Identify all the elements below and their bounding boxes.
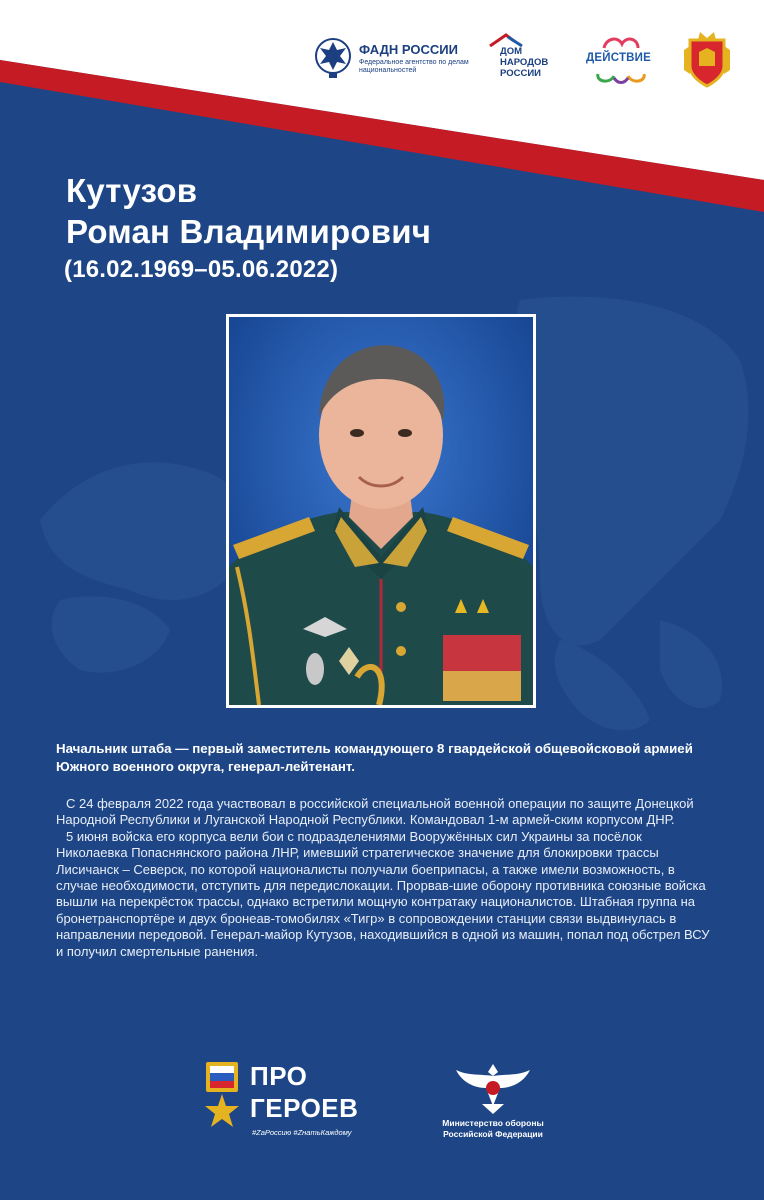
- bio-paragraph: 5 июня войска его корпуса вели бои с подразделениями Вооружённых сил Украины за посёлок Николаевка Попаснянского района ЛНР, имевший стратегическое значение для блокировки трассы Лисичанск – Северск, по которой националисты получали боеприпасы, а также имели возможность, в случае необходимости, отступить для передислокации. Прорвав-шие оборону противника союзные войска вышли на перекрёсток трассы, однако встретили мощную контратаку националистов. Штабная группа на бронетранспортёре и двух бронеав-томобилях «Тигр» в сопровождении станции связи выдвинулась в направлении передовой. Генерал-майор Кутузов, находившийся в одной из машин, попал под обстрел ВСУ и получил смертельные ранения.: [56, 828, 710, 959]
- roof-icon: [488, 33, 528, 47]
- hero-portrait: [226, 314, 536, 708]
- hashtags: #ZaРоссию #ZнатьКаждому: [252, 1128, 352, 1137]
- bio-paragraph: С 24 февраля 2022 года участвовал в российской специальной военной операции по защите Донецкой Народной Республики и Луганской Народной Республики. Командовал 1-м армей-ским корпусом ДНР.: [56, 796, 694, 828]
- fadn-title: ФАДН РОССИИ: [359, 42, 458, 57]
- portrait-illustration: [229, 317, 533, 705]
- pro-geroev-text: [250, 1060, 358, 1124]
- fadn-subtitle: Федеральное агентство по делам национальностей: [359, 59, 469, 74]
- hero-name: [66, 170, 431, 252]
- dom-narodov-logo: [488, 33, 568, 89]
- hero-biography: [56, 796, 711, 960]
- deistvie-logo: [584, 34, 660, 86]
- hero-dates: (16.02.1969–05.06.2022): [64, 256, 339, 283]
- coat-of-arms-icon: [680, 30, 734, 88]
- ministry-of-defence-logo: [432, 1060, 562, 1150]
- eagle-emblem-icon: [313, 36, 353, 80]
- ministry-emblem-icon: [432, 1060, 554, 1116]
- hero-position: Начальник штаба — первый заместитель командующего 8 гвардейской общевойсковой армией Южного военного округа, генерал-лейтенант.: [56, 741, 693, 774]
- hero-star-medal-icon: [200, 1058, 244, 1144]
- hero-given-names: Роман Владимирович: [66, 213, 432, 250]
- pro-geroev-logo: [200, 1058, 400, 1148]
- coat-of-arms-logo: [680, 30, 734, 88]
- hero-surname: Кутузов: [66, 172, 198, 209]
- pro-geroev-line2: ГЕРОЕВ: [250, 1093, 359, 1123]
- dom-narodov-text: ДОМ НАРОДОВ РОССИИ: [500, 46, 549, 79]
- deistvie-text: ДЕЙСТВИЕ: [586, 52, 652, 64]
- pro-geroev-line1: ПРО: [250, 1061, 308, 1091]
- fadn-logo: [313, 36, 473, 84]
- partner-logos: [0, 0, 764, 120]
- ministry-name: Министерство обороны Российской Федерации: [442, 1118, 544, 1139]
